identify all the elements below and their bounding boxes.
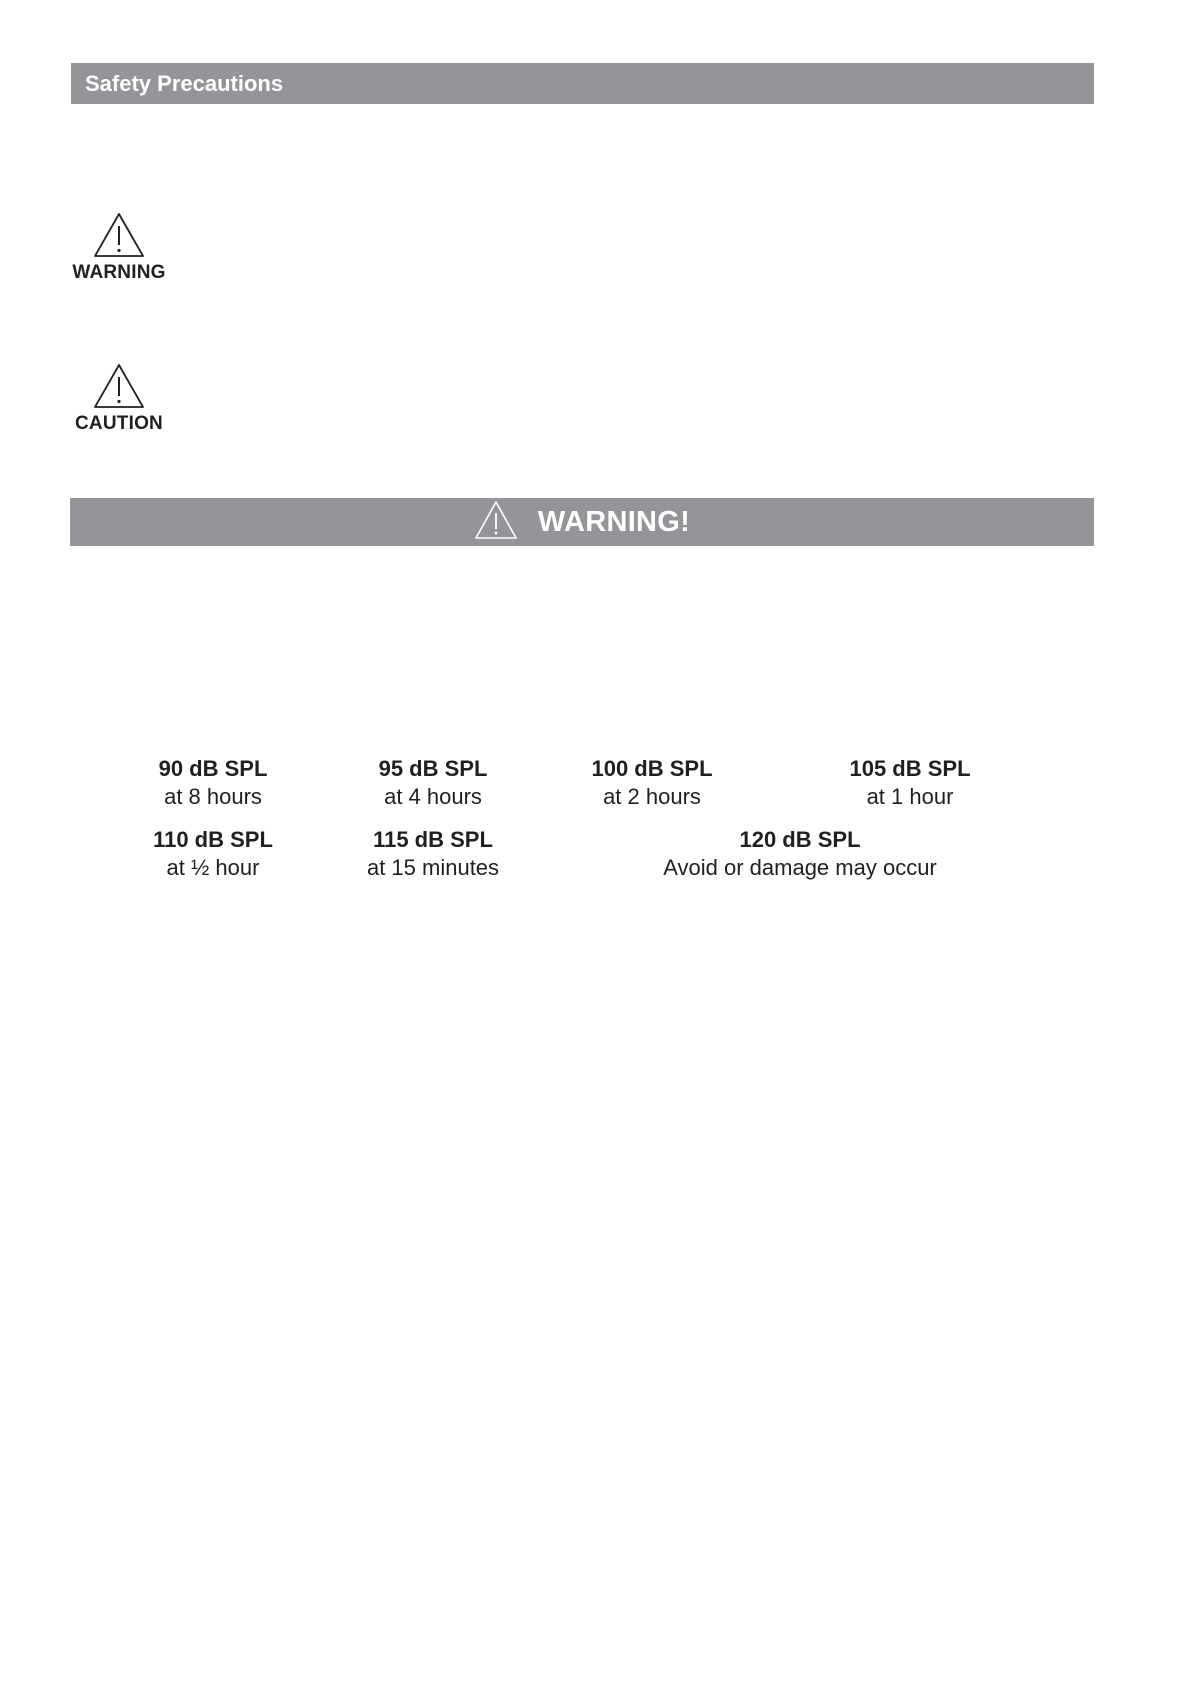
warning-symbol-block [63,211,175,284]
warning-triangle-icon [92,211,146,259]
spl-duration: at 15 minutes [366,855,500,880]
caution-triangle-icon [92,362,146,410]
spl-entry [367,826,499,882]
spl-level: 90 dB SPL [158,756,268,781]
warning-triangle-icon [474,500,518,540]
spl-duration: at 4 hours [384,784,482,809]
spl-duration: at ½ hour [166,855,260,880]
warning-label: WARNING [72,262,166,283]
spl-level: 95 dB SPL [378,756,488,781]
spl-level: 110 dB SPL [153,827,273,852]
spl-entry [159,755,268,811]
spl-entry [849,755,970,811]
spl-entry [379,755,488,811]
spl-duration: at 8 hours [164,784,262,809]
spl-level: 120 dB SPL [739,827,861,852]
spl-entry [663,826,937,882]
spl-duration: at 2 hours [603,784,701,809]
caution-label: CAUTION [75,413,163,434]
section-title: Safety Precautions [85,70,284,96]
spl-level: 100 dB SPL [591,756,713,781]
spl-level: 115 dB SPL [373,827,493,852]
section-header-bar [71,63,1094,104]
spl-level: 105 dB SPL [849,756,971,781]
spl-entry [153,826,273,882]
spl-entry [591,755,712,811]
caution-symbol-block [63,362,175,435]
spl-duration: at 1 hour [866,784,954,809]
warning-banner-text: WARNING! [537,505,691,538]
spl-duration: Avoid or damage may occur [663,855,937,880]
warning-banner [70,498,1094,546]
